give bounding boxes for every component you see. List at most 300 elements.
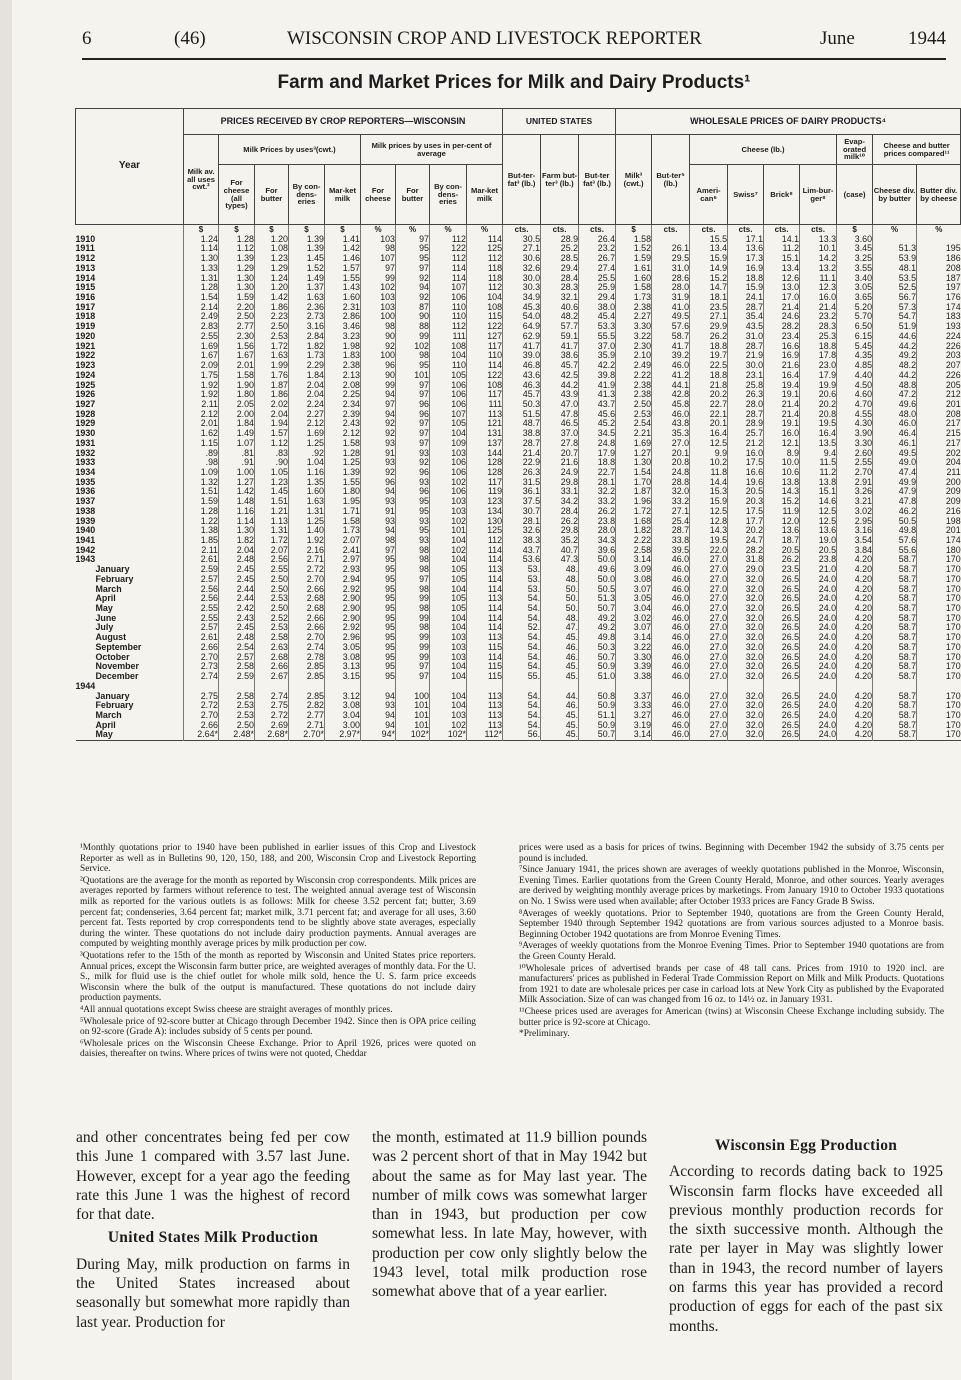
table-cell: 26.2	[764, 555, 800, 565]
table-cell: 3.30	[837, 439, 873, 449]
table-cell: 28.0	[728, 400, 764, 410]
table-cell: 23.0	[800, 361, 837, 371]
table-cell: 46.	[541, 701, 579, 711]
table-cell: 2.75	[255, 701, 289, 711]
table-cell: 4.20	[837, 585, 873, 595]
table-cell: 26.5	[764, 643, 800, 653]
table-cell: 95	[396, 497, 430, 507]
table-cell: 94*	[361, 730, 396, 740]
row-label: January	[95, 690, 130, 701]
table-cell: 1.63	[289, 293, 325, 303]
table-cell: 97	[396, 235, 430, 245]
table-cell: 137	[467, 439, 503, 449]
table-cell: 53.9	[873, 254, 917, 264]
footnote-10: ¹⁰Wholesale prices of advertised brands per case of 48 tall cans. Prices from 1910 to 1920 incl. are manufacturers' prices as published in Federal Trade Commission Report on Milk and Milk Products. Quotations from 1921 to date are wholesale prices per case in carload lots at New York City as published by the Evaporated Milk Association. Size of can was changed from 16 oz. to 14½ oz. in January 1931.	[519, 963, 944, 1006]
table-cell: 93	[361, 439, 396, 449]
table-cell: 3.25	[837, 254, 873, 264]
table-cell: 95	[396, 507, 430, 517]
table-cell: 114	[430, 264, 467, 274]
table-cell: 2.71	[289, 721, 325, 731]
table-cell: 21.6	[764, 361, 800, 371]
table-cell: 4.20	[837, 692, 873, 702]
table-cell: 28.3	[541, 283, 579, 293]
table-cell: 217	[917, 419, 961, 429]
table-cell: 1.20	[255, 283, 289, 293]
table-cell: 170	[917, 730, 961, 740]
table-cell: 55.	[503, 672, 541, 682]
table-cell: 40.6	[541, 303, 579, 313]
table-cell: 49.2	[579, 623, 616, 633]
table-cell: 170	[917, 585, 961, 595]
table-row	[76, 730, 961, 740]
table-cell: 49.5	[652, 312, 690, 322]
table-cell: 2.84	[289, 332, 325, 342]
footnote-1: ¹Monthly quotations prior to 1940 have been published in earlier issues of this Crop and Livestock Reporter as well as in Bulletins 90, 120, 150, 188, and 200, Wisconsin Crop and Livestock Reporting Service.	[80, 843, 476, 875]
table-cell: 54.	[503, 711, 541, 721]
table-cell: 2.12	[325, 429, 361, 439]
table-cell: 112	[430, 235, 467, 245]
page-number: 6	[82, 28, 92, 49]
table-cell: 1.07	[219, 439, 255, 449]
row-label: April	[95, 593, 116, 604]
table-cell: 59.1	[541, 332, 579, 342]
table-cell: 27.1	[503, 244, 541, 254]
table-cell: 2.66	[184, 643, 219, 653]
table-cell: 2.92	[325, 585, 361, 595]
row-label: 1923	[75, 360, 96, 371]
table-cell: 2.59	[219, 672, 255, 682]
table-cell: 113	[467, 721, 503, 731]
table-cell: 29.5	[652, 254, 690, 264]
table-cell: 2.50	[219, 721, 255, 731]
table-cell: 2.13	[325, 371, 361, 381]
table-cell: 32.0	[728, 585, 764, 595]
table-cell: 105	[430, 575, 467, 585]
table-cell: 44.	[541, 692, 579, 702]
table-cell: 1.72	[255, 342, 289, 352]
table-cell: 9.9	[690, 449, 728, 459]
table-cell: 102	[430, 517, 467, 527]
table-cell: 21.2	[728, 439, 764, 449]
table-cell: 1.25	[325, 458, 361, 468]
col-header-swiss: Swiss⁷	[728, 165, 764, 225]
table-cell: 13.2	[800, 264, 837, 274]
table-cell: 4.20	[837, 594, 873, 604]
table-cell: 1.52	[289, 264, 325, 274]
table-cell: 28.7	[728, 342, 764, 352]
table-cell: 195	[917, 244, 961, 254]
table-cell: 121	[467, 419, 503, 429]
table-cell: 2.61	[184, 633, 219, 643]
row-label: 1936	[75, 486, 96, 497]
table-cell: 46.0	[652, 575, 690, 585]
table-cell: 2.48*	[219, 730, 255, 740]
table-cell: 105	[430, 604, 467, 614]
table-cell: 55.6	[873, 546, 917, 556]
table-cell: 110	[430, 312, 467, 322]
table-cell: 43.5	[728, 322, 764, 332]
table-cell: 205	[917, 381, 961, 391]
table-cell: 49.2	[579, 614, 616, 624]
table-cell: 2.57	[219, 653, 255, 663]
table-cell: 23.5	[690, 303, 728, 313]
table-cell: 20.8	[800, 410, 837, 420]
table-cell: 64.9	[503, 322, 541, 332]
table-cell: 26.5	[764, 594, 800, 604]
article-col3-para1: According to records dating back to 1925 Wisconsin farm flocks have exceeded all previous monthly production records for the sixth successive month. Although the rate per layer in May was slightly lower than in 1943, the record number of layers on farms this year has provided a record production of eggs for each of the past six months.	[669, 1163, 943, 1335]
table-cell: 12.5	[690, 507, 728, 517]
table-cell: 2.56	[184, 594, 219, 604]
milk-prices-header: Milk Prices by uses³(cwt.)	[219, 135, 361, 165]
table-cell: 51.9	[873, 322, 917, 332]
table-cell: 95	[361, 653, 396, 663]
table-cell: 93	[361, 458, 396, 468]
table-cell: 2.85	[289, 662, 325, 672]
table-cell: 1.58	[616, 283, 652, 293]
table-cell: 54.	[503, 721, 541, 731]
table-title: Farm and Market Prices for Milk and Dairy Products¹	[277, 72, 751, 93]
table-cell: 29.8	[541, 526, 579, 536]
table-cell: 134	[467, 507, 503, 517]
table-cell: 27.0	[690, 585, 728, 595]
table-cell: 1.72	[616, 507, 652, 517]
table-cell: 45.8	[652, 400, 690, 410]
table-cell: 37.5	[503, 497, 541, 507]
table-cell: 31.0	[652, 264, 690, 274]
row-label: 1935	[75, 476, 96, 487]
row-label: 1929	[75, 418, 96, 429]
table-cell: 170	[917, 594, 961, 604]
table-cell: 97	[396, 429, 430, 439]
table-cell: 1.13	[255, 517, 289, 527]
table-cell: 17.9	[800, 371, 837, 381]
row-label: 1925	[75, 379, 96, 390]
table-cell: 20.7	[541, 449, 579, 459]
table-cell: 2.72	[184, 701, 219, 711]
table-cell: 50.0	[579, 555, 616, 565]
row-label: 1938	[75, 505, 96, 516]
table-cell: 46.0	[652, 721, 690, 731]
table-cell: 2.05	[219, 400, 255, 410]
col-header-butter-price: For butter	[255, 165, 289, 225]
table-cell: 28.2	[728, 546, 764, 556]
table-cell: 46.0	[873, 419, 917, 429]
table-cell: 23.2	[579, 244, 616, 254]
table-cell: 54.	[503, 604, 541, 614]
table-cell: 4.50	[837, 381, 873, 391]
table-cell: 109	[430, 439, 467, 449]
col-header-pct-cheese: For cheese	[361, 165, 396, 225]
table-cell: 3.22	[616, 332, 652, 342]
table-cell: 2.68	[289, 604, 325, 614]
row-label: 1913	[75, 262, 96, 273]
table-cell: 90	[396, 312, 430, 322]
table-cell: 95	[361, 565, 396, 575]
table-cell: 34.3	[579, 536, 616, 546]
table-cell: 204	[917, 458, 961, 468]
table-cell: 1.61	[616, 264, 652, 274]
row-label: 1914	[75, 272, 96, 283]
table-cell: 95	[361, 672, 396, 682]
unit-cell: cts.	[800, 225, 837, 235]
table-cell: 26.5	[764, 604, 800, 614]
table-cell: 2.75	[184, 692, 219, 702]
table-cell: 24.0	[800, 575, 837, 585]
table-cell: 111	[430, 332, 467, 342]
table-cell: 2.53	[255, 332, 289, 342]
table-cell: 1.57	[325, 264, 361, 274]
row-label: May	[95, 729, 113, 740]
table-cell: 2.97*	[325, 730, 361, 740]
table-cell: 93	[396, 449, 430, 459]
table-cell: 2.90	[325, 604, 361, 614]
table-cell: 99	[396, 653, 430, 663]
table-cell: 3.30	[616, 653, 652, 663]
table-cell: 103	[430, 653, 467, 663]
unit-cell: cts.	[652, 225, 690, 235]
table-cell: 2.54	[219, 643, 255, 653]
table-cell: 48.2	[873, 361, 917, 371]
table-cell: 49.6	[579, 565, 616, 575]
table-cell: 50.	[541, 585, 579, 595]
table-cell: 107	[430, 410, 467, 420]
table-cell: 2.48	[219, 633, 255, 643]
table-cell: 16.4	[800, 429, 837, 439]
table-cell: 49.2	[873, 351, 917, 361]
table-cell: 110	[430, 303, 467, 313]
table-cell: 1.12	[219, 244, 255, 254]
table-cell: 2.71	[289, 555, 325, 565]
table-cell: 208	[917, 410, 961, 420]
table-cell: 50.9	[579, 662, 616, 672]
table-cell: 3.05	[325, 643, 361, 653]
table-cell: 19.6	[728, 478, 764, 488]
table-cell: 32.0	[728, 604, 764, 614]
table-cell: 13.4	[764, 264, 800, 274]
table-cell: 103	[430, 497, 467, 507]
table-cell: 2.72	[289, 565, 325, 575]
table-cell: 45.6	[579, 410, 616, 420]
table-cell: 2.53	[616, 410, 652, 420]
footnote-8: ⁸Averages of weekly quotations. Prior to September 1940, quotations are from the Green County Herald, September 1940 through September 1942 quotations are from various sources adjusted to a Monroe basis. Beginning October 1942 quotations are from Monroe Evening Times.	[519, 908, 944, 940]
price-table-wrap	[75, 108, 961, 808]
table-cell: 45.3	[503, 303, 541, 313]
table-cell: 38.0	[579, 303, 616, 313]
table-cell: 24.0	[800, 692, 837, 702]
table-cell: 2.93	[325, 565, 361, 575]
table-cell: 3.90	[837, 429, 873, 439]
table-cell: 1.73	[289, 351, 325, 361]
table-cell: 114	[430, 274, 467, 284]
table-cell: 47.	[541, 623, 579, 633]
table-cell: 48.8	[873, 381, 917, 391]
article-column-1	[76, 1128, 350, 1332]
table-cell: 35.3	[652, 429, 690, 439]
table-cell: 108	[430, 342, 467, 352]
issue-number: (46)	[174, 28, 206, 49]
table-cell: 30.0	[728, 361, 764, 371]
table-cell: 2.09	[184, 361, 219, 371]
table-cell: 3.13	[325, 662, 361, 672]
wholesale-group-header: WHOLESALE PRICES OF DAIRY PRODUCTS⁴	[616, 109, 961, 135]
table-cell: 106	[430, 468, 467, 478]
table-cell: 24.7	[728, 536, 764, 546]
table-cell: 2.45	[219, 623, 255, 633]
table-cell: 34.5	[579, 429, 616, 439]
unit-cell: %	[430, 225, 467, 235]
table-cell: 110	[467, 351, 503, 361]
table-cell: 95	[361, 662, 396, 672]
table-cell: 94	[361, 721, 396, 731]
table-cell: 13.3	[800, 235, 837, 245]
table-cell: 1.27	[219, 478, 255, 488]
table-cell: 95	[361, 594, 396, 604]
table-cell: 14.3	[764, 487, 800, 497]
table-cell: 3.04	[616, 604, 652, 614]
table-cell: 15.9	[690, 497, 728, 507]
table-cell: 47.8	[541, 410, 579, 420]
table-cell: 2.20	[219, 303, 255, 313]
table-cell: 1.92	[184, 390, 219, 400]
table-cell: 105	[430, 419, 467, 429]
table-cell: 208	[917, 264, 961, 274]
row-label: 1934	[75, 466, 96, 477]
table-cell: 3.30	[616, 322, 652, 332]
table-cell: 1.86	[255, 303, 289, 313]
table-cell: 3.08	[616, 575, 652, 585]
table-cell: 50.7	[579, 653, 616, 663]
row-label: 1930	[75, 428, 96, 439]
table-cell: 5.70	[837, 312, 873, 322]
table-cell: 28.2	[764, 322, 800, 332]
table-cell: 92	[396, 293, 430, 303]
table-cell: 1.31	[184, 274, 219, 284]
table-cell: 118	[467, 274, 503, 284]
table-cell: 215	[917, 429, 961, 439]
table-cell: 28.9	[541, 235, 579, 245]
table-cell: 47.4	[873, 468, 917, 478]
row-label: 1924	[75, 369, 96, 380]
unit-cell: cts.	[541, 225, 579, 235]
table-cell: 99	[361, 381, 396, 391]
table-cell: 117	[467, 390, 503, 400]
table-cell: 97	[396, 264, 430, 274]
unit-cell: $	[325, 225, 361, 235]
table-cell: 3.54	[837, 536, 873, 546]
footnote-7: ⁷Since January 1941, the prices shown are averages of weekly quotations published in the Monroe, Wisconsin, Evening Times. Earlier quotations from the Green County Herald, Monroe, and other sources. Yearly averages are derived by weighting monthly average prices by marketings. From January 1910 to October 1933 quotations on No. 1 Swiss were used when available; after October 1933 prices are Fancy Grade B Swiss.	[519, 865, 944, 907]
table-cell: 96	[396, 487, 430, 497]
table-cell: 112	[467, 536, 503, 546]
table-cell: 3.60	[837, 235, 873, 245]
table-cell: 48.2	[541, 312, 579, 322]
table-cell: 88	[396, 322, 430, 332]
table-cell: 1.35	[289, 478, 325, 488]
table-cell: 3.37	[616, 692, 652, 702]
table-cell: 3.05	[616, 594, 652, 604]
table-cell: 106	[430, 293, 467, 303]
table-cell: 27.0	[690, 711, 728, 721]
table-cell: 98	[396, 351, 430, 361]
table-cell: 46.0	[652, 555, 690, 565]
table-cell: 101	[396, 701, 430, 711]
table-cell: 26.7	[579, 254, 616, 264]
footnote-11: ¹¹Cheese prices used are averages for American (twins) at Wisconsin Cheese Exchange including subsidy. The butter price is 92-score at Chicago.	[519, 1006, 944, 1028]
table-cell: 3.55	[837, 264, 873, 274]
table-cell: 2.94	[325, 575, 361, 585]
row-label: 1919	[75, 321, 96, 332]
table-cell: 46.8	[503, 361, 541, 371]
table-cell: 14.4	[690, 478, 728, 488]
table-cell: 1.51	[255, 497, 289, 507]
table-cell: 2.70	[289, 575, 325, 585]
table-cell: 50.0	[579, 575, 616, 585]
table-cell: 24.0	[800, 653, 837, 663]
table-cell: 1.24	[255, 274, 289, 284]
table-cell: 3.40	[837, 274, 873, 284]
table-cell: 94	[361, 410, 396, 420]
table-cell: 97	[396, 575, 430, 585]
table-cell: 17.5	[728, 507, 764, 517]
table-cell: 2.50	[255, 322, 289, 332]
table-cell: 32.0	[728, 623, 764, 633]
table-cell: 98	[396, 565, 430, 575]
table-cell: 101	[396, 371, 430, 381]
table-cell: 1.15	[184, 439, 219, 449]
table-cell: 4.20	[837, 555, 873, 565]
table-cell: 58.7	[873, 565, 917, 575]
table-cell: 104	[467, 293, 503, 303]
footnote-preliminary: *Preliminary.	[519, 1029, 570, 1040]
table-cell: 39.6	[579, 546, 616, 556]
table-cell: 1.86	[255, 390, 289, 400]
table-cell: 1.48	[219, 497, 255, 507]
table-cell: 10.0	[764, 458, 800, 468]
footnote-3: ³Quotations refer to the 15th of the month as reported by Wisconsin and United States price reporters. Annual prices, except the Wisconsin farm butter price, are weighted averages of monthly data. For the U. S., milk for fluid use is the chief outlet for whole milk sold, hence the U. S. farm price exceeds Wisconsin where the bulk of the output is manufactured. These quotations do not include dairy production payments.	[80, 950, 476, 1004]
table-cell: 4.85	[837, 361, 873, 371]
table-cell: 93	[361, 701, 396, 711]
table-cell: 105	[430, 371, 467, 381]
table-cell: 1.43	[325, 283, 361, 293]
table-cell: 45.	[541, 730, 579, 740]
table-cell: 99	[361, 274, 396, 284]
table-cell: 95	[361, 643, 396, 653]
table-cell: 58.7	[873, 633, 917, 643]
table-cell: 107	[361, 254, 396, 264]
article-column-3	[669, 1128, 943, 1336]
table-cell: 2.64*	[184, 730, 219, 740]
table-cell: 2.83	[184, 322, 219, 332]
table-cell: 46.0	[652, 410, 690, 420]
table-cell: 93	[361, 497, 396, 507]
table-cell: 18.8	[728, 274, 764, 284]
table-cell: 20.6	[800, 390, 837, 400]
table-cell: 5.20	[837, 303, 873, 313]
table-cell: 2.23	[255, 312, 289, 322]
table-cell: 2.58	[255, 633, 289, 643]
table-cell: 24.0	[800, 585, 837, 595]
table-cell: 114	[467, 653, 503, 663]
table-cell: 23.8	[579, 517, 616, 527]
table-cell: 28.0	[579, 526, 616, 536]
table-cell: 2.43	[219, 614, 255, 624]
table-cell: 3.08	[325, 701, 361, 711]
table-cell: 50.5	[579, 585, 616, 595]
row-label: 1942	[75, 544, 96, 555]
table-cell: 1.28	[184, 283, 219, 293]
table-cell: 2.70	[289, 633, 325, 643]
table-cell: 1.21	[255, 507, 289, 517]
table-cell: 24.0	[800, 730, 837, 740]
